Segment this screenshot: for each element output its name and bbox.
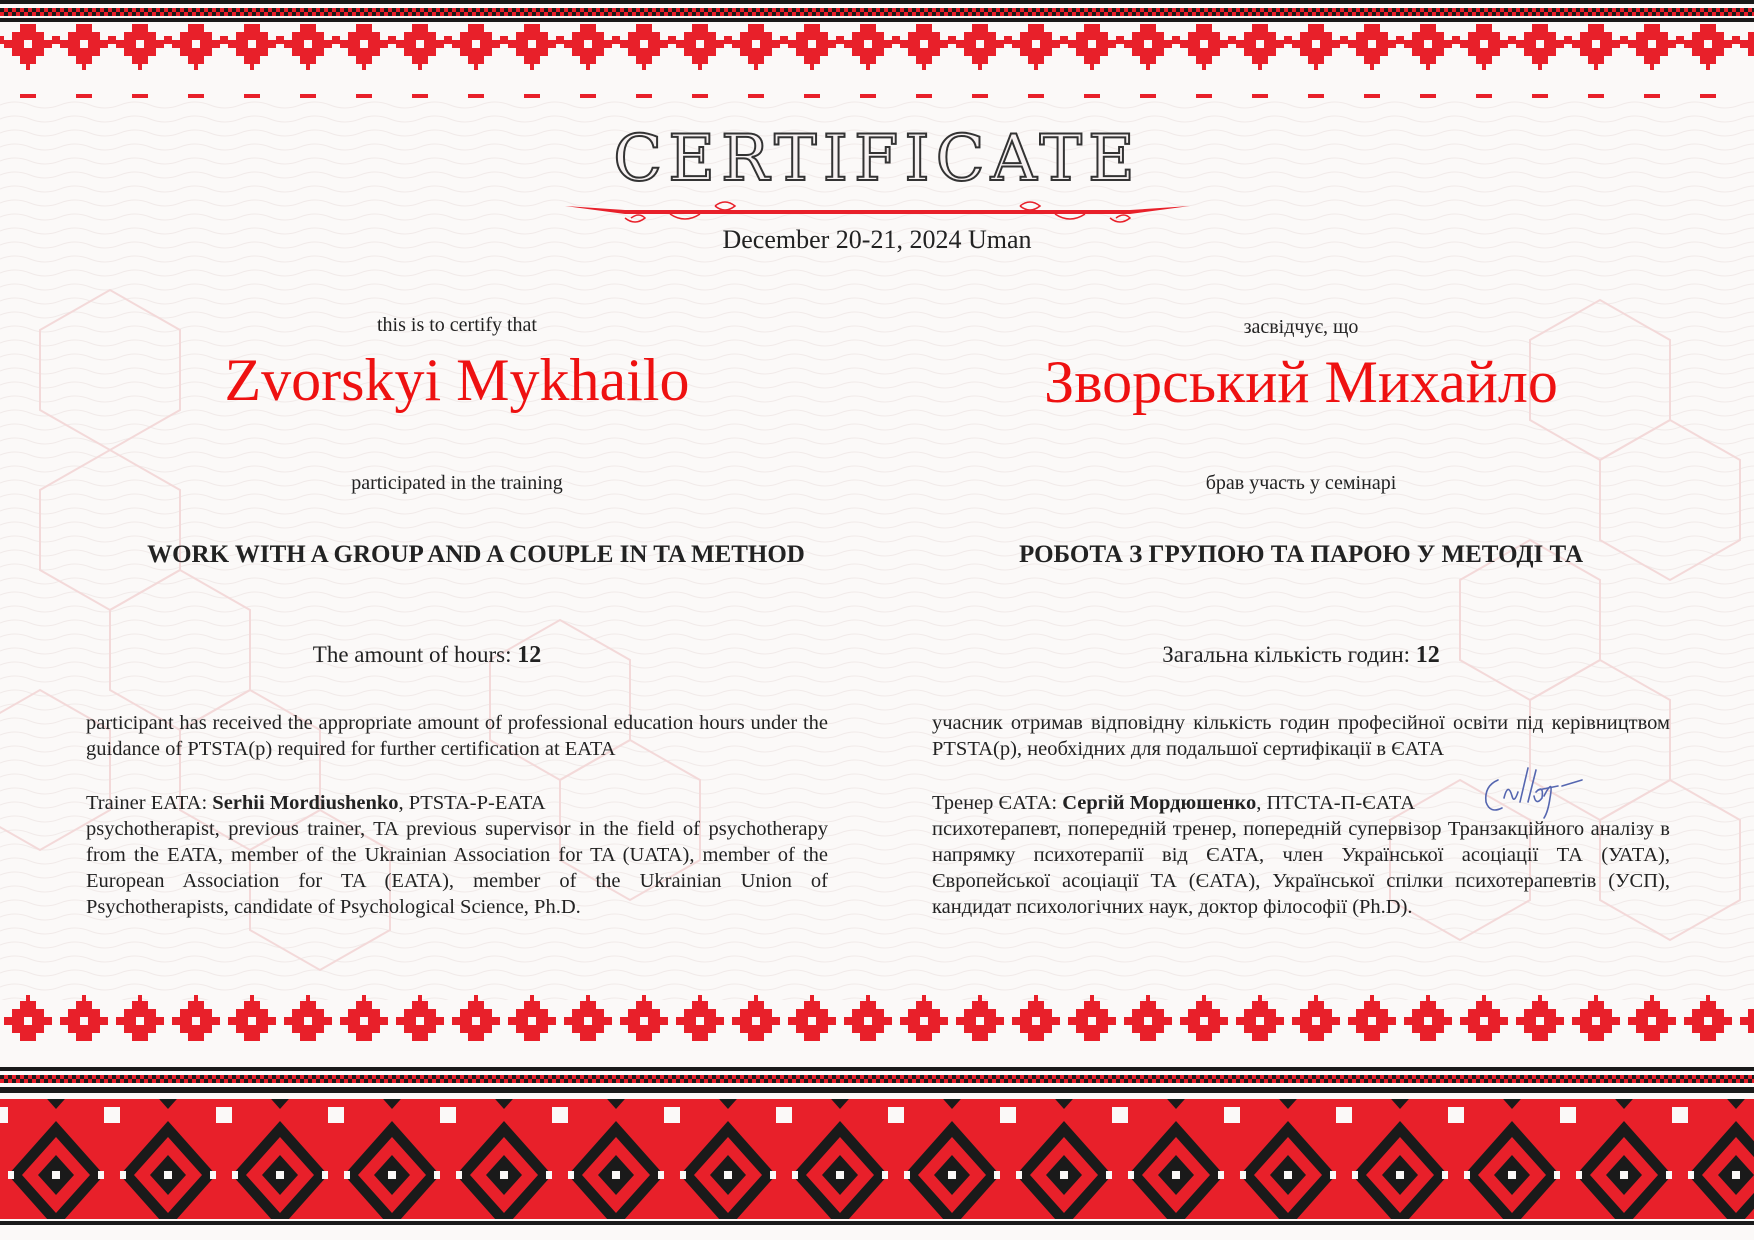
participated-text: брав участь у семінарі	[1205, 472, 1397, 494]
date-place: December 20-21, 2024 Uman	[722, 225, 1032, 254]
top-embroidery-border	[0, 0, 1754, 100]
certify-text: this is to certify that	[377, 314, 537, 336]
trainer-label: Trainer EATA:	[86, 792, 208, 814]
trainer-signature	[1478, 762, 1588, 822]
recipient-name: Zvorskyi Mykhailo	[224, 347, 690, 413]
hours-line	[56, 642, 798, 669]
trainer-label: Тренер ЄАТА:	[932, 792, 1058, 814]
education-text: учасник отримав відповідну кількість годин професійної освіти під керівництвом PTSTA(p), необхідних для подальшої сертифікації в ЄАТА	[932, 712, 1670, 760]
course-title: РОБОТА З ГРУПОЮ ТА ПАРОЮ У МЕТОДІ ТА	[1018, 541, 1584, 568]
trainer-bio: психотерапевт, попередній тренер, попередній супервізор Транзакційного аналізу в напрямку психотерапії від ЄАТА, член Української асоціації ТА (УАТА), Європейської асоціації ТА (ЄАТА), Української спілки психотерапевтів (УСП), кандидат психологічних наук, доктор філософії (Ph.D).	[932, 818, 1670, 918]
trainer-title: , ПТСТА-П-ЄАТА	[1256, 792, 1416, 814]
education-text: participant has received the appropriate amount of professional education hours under the guidance of PTSTA(p) required for further certification at EATA	[86, 712, 828, 760]
hours-line	[932, 642, 1670, 669]
title-ornament	[565, 196, 1190, 226]
course-title: WORK WITH A GROUP AND A COUPLE IN TA METHOD	[147, 541, 805, 568]
bottom-embroidery-border	[0, 995, 1754, 1240]
hours-value: 12	[517, 642, 542, 668]
participated-text: participated in the training	[351, 472, 563, 494]
hours-value: 12	[1415, 642, 1440, 668]
certify-text: засвідчує, що	[1243, 316, 1359, 338]
certificate-title: CERTIFICATE	[613, 122, 1141, 196]
trainer-name: Сергій Мордюшенко	[1062, 792, 1257, 814]
trainer-name: Serhii Mordiushenko	[212, 792, 399, 814]
recipient-name: Зворський Михайло	[1044, 349, 1558, 415]
trainer-title: , PTSTA-P-EATA	[398, 792, 546, 814]
trainer-bio: psychotherapist, previous trainer, TA previous supervisor in the field of psychotherapy from the EATA, member of the Ukrainian Association for TA (UATA), member of the European Association for TA (EATA), member of the Ukrainian Union of Psychotherapists, candidate of Psychological Science, Ph.D.	[86, 818, 828, 918]
trainer-line	[86, 790, 828, 816]
hours-label: The amount of hours:	[312, 642, 512, 667]
hours-label: Загальна кількість годин:	[1162, 642, 1411, 667]
